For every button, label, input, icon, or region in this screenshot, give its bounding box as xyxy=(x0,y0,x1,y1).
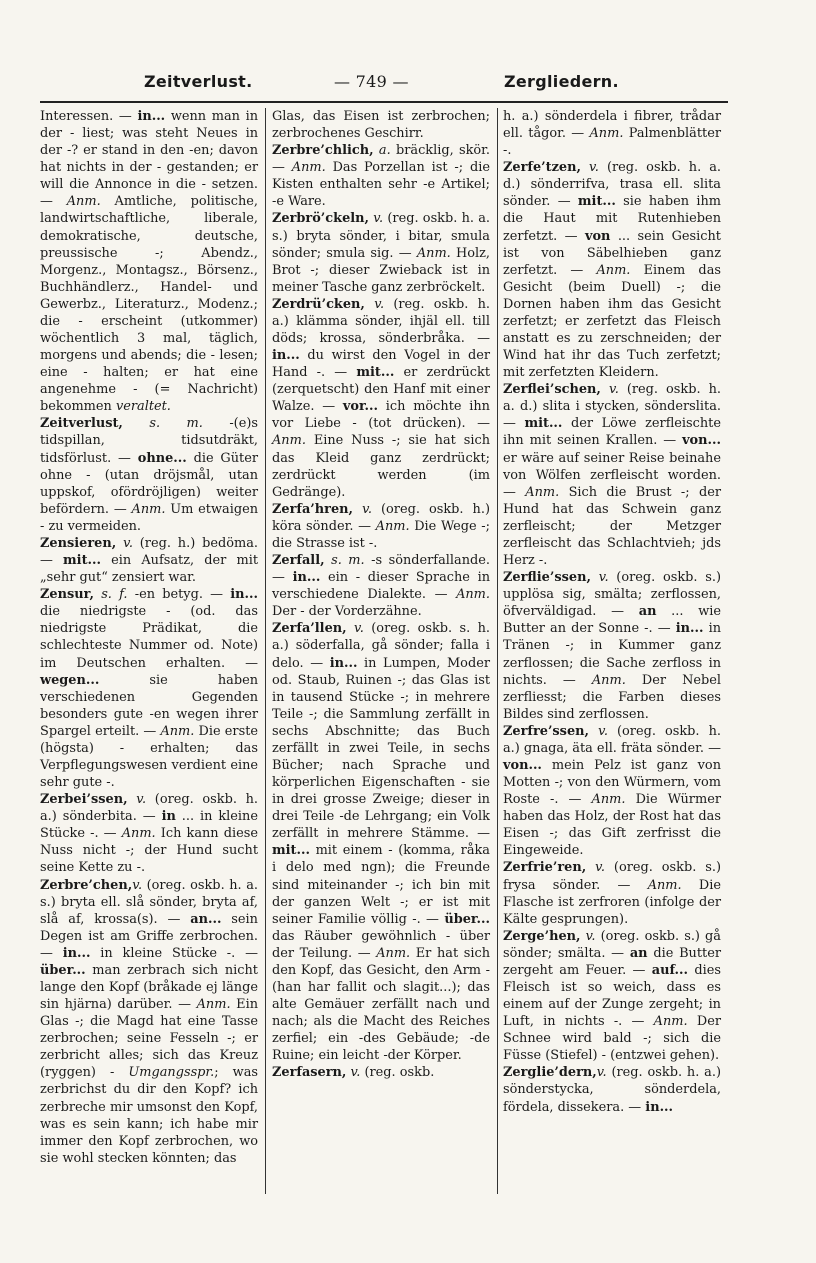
abbreviation: s. f. xyxy=(101,587,128,603)
headword: Zerflei’schen, xyxy=(503,382,601,398)
entry-text: Palmenblätter -. xyxy=(503,126,721,159)
entry-text: Die Wege -; die Strasse ist -. xyxy=(272,518,490,551)
headword: Zerfre’ssen, xyxy=(503,723,590,739)
column-divider xyxy=(497,108,498,1194)
example-marker: vor... xyxy=(342,399,379,415)
abbreviation: s. m. xyxy=(149,416,203,432)
entry-text: das Räuber gewöhnlich - über der Teilung. — xyxy=(272,928,490,961)
entry-text: ein Aufsatz, der mit „sehr gut“ zensiert war. xyxy=(40,553,258,586)
abbreviation: Anm. xyxy=(376,945,411,961)
abbreviation: Anm. xyxy=(589,126,624,142)
entry xyxy=(40,586,258,791)
entry xyxy=(40,108,258,415)
entry-text xyxy=(586,860,595,875)
abbreviation: v. xyxy=(136,792,147,808)
entry-text: Einem das Gesicht (beim Duell) -; die Dornen haben ihm das Gesicht zerfetzt; er zerfetzt das Fleisch anstatt es zu zerschneiden; der Wind hat ihr das Tuch zerfetzt; mit zerfetzten Kleidern. xyxy=(503,262,721,381)
entry-text: Holz, Brot -; dieser Zwieback ist in meiner Tasche ganz zerbröckelt. xyxy=(272,245,490,295)
entry-text: h. a.) sönderdela i fibrer, trådar ell. tågor. — xyxy=(503,109,721,142)
headword: Zerdrü’cken, xyxy=(272,296,365,312)
example-marker: an... xyxy=(190,911,222,927)
abbreviation: veraltet. xyxy=(115,399,171,415)
entry xyxy=(40,877,258,1167)
abbreviation: Anm. xyxy=(66,194,101,210)
entry xyxy=(503,723,721,860)
entry xyxy=(40,535,258,586)
entry-text: (oreg. oskb. h. a. s.) bryta ell. slå sönder, bryta af, slå af, krossa(s). — xyxy=(40,877,258,927)
abbreviation: Anm. xyxy=(272,433,306,449)
entry xyxy=(272,501,490,552)
example-marker: in... xyxy=(230,587,258,603)
abbreviation: Anm. xyxy=(653,1014,688,1030)
abbreviation: v. xyxy=(132,877,143,893)
abbreviation: Anm. xyxy=(375,518,410,534)
headword: Zerfa’hren, xyxy=(272,501,354,517)
abbreviation: v. xyxy=(589,160,599,176)
entry-text xyxy=(589,724,598,739)
example-marker: ohne... xyxy=(137,450,187,466)
abbreviation: v. xyxy=(362,501,372,517)
entry-text: Eine Nuss -; sie hat sich das Kleid ganz zerdrückt; zerdrückt werden (im Gedränge). xyxy=(272,433,490,500)
entry-text: mit einem - (komma, råka i delo med ngn); die Freunde sind miteinander -; ich bin mit der ganzen Welt -; er ist mit seiner Familie völlig -. — xyxy=(272,843,490,927)
entry-text: ich möchte ihn vor Liebe - (tot drücken). — xyxy=(272,399,490,432)
entry-text: Interessen. — xyxy=(40,109,138,124)
headword: Zensieren, xyxy=(40,535,117,551)
headword: Zeitverlust, xyxy=(40,416,123,432)
abbreviation: Anm. xyxy=(416,245,451,261)
entry-text: (reg. oskb. h. a. s.) bryta sönder, i bitar, smula sönder; smula sig. — xyxy=(272,211,490,261)
headword: Zensur, xyxy=(40,587,94,603)
entry-text: -en betyg. — xyxy=(127,587,231,603)
example-marker: auf... xyxy=(651,962,689,978)
entry-text: sie haben verschiedenen Gegenden besonders gute -en wegen ihrer Spargel erteilt. — xyxy=(40,672,258,739)
abbreviation: Anm. xyxy=(131,501,166,517)
entry-text: Ich kann diese Nuss nicht -; der Hund sucht seine Kette zu -. xyxy=(40,826,258,876)
entry-text: die niedrigste - (od. das niedrigste Prädikat, die schlechteste Nummer od. Note) im Deutschen erhalten. — xyxy=(40,604,258,671)
entry-text: (oreg. oskb. s.) upplösa sig, smälta; zerflossen, öfverväldigad. — xyxy=(503,570,721,620)
entry-text xyxy=(347,621,354,636)
abbreviation: v. xyxy=(598,570,609,586)
entry-text: bräcklig, skör. — xyxy=(272,143,490,176)
abbreviation: v. xyxy=(608,382,619,398)
abbreviation: v. xyxy=(596,1065,607,1081)
entry xyxy=(40,415,258,535)
running-head-left: Zeitverlust. xyxy=(144,72,253,91)
entry-text: ein - dieser Sprache in verschiedene Dialekte. — xyxy=(272,570,491,603)
entry-text: Um etwaigen - zu vermeiden. xyxy=(40,501,258,534)
entry-text: man zerbrach sich nicht lange den Kopf (bråkade ej länge sin hjärna) darüber. — xyxy=(40,962,258,1013)
example-marker: über... xyxy=(444,911,490,927)
entry-text: sie haben ihm die Haut mit Rutenhieben zerfetzt. — xyxy=(503,194,721,244)
example-marker: wegen... xyxy=(40,672,100,688)
headword: Zerbrö’ckeln, xyxy=(272,211,370,227)
entry-text: Das Porzellan ist -; die Kisten enthalten sehr -e Artikel; -e Ware. xyxy=(272,160,490,210)
entry-text xyxy=(123,416,149,431)
entry-text: er wäre auf seiner Reise beinahe von Wölfen zerfleischt worden. — xyxy=(503,450,721,500)
entry-text: Der Schnee wird bald -; sich die Füsse (Stiefel) - (entzwei gehen). xyxy=(503,1014,721,1064)
example-marker: von... xyxy=(503,757,542,773)
abbreviation: v. xyxy=(350,1065,361,1081)
entry-text: in Lumpen, Moder od. Staub, Ruinen -; das Glas ist in tausend Stücke -; in mehrere Teile -; die Sammlung zerfällt in sechs Abschnitte; das Buch zerfällt in zwei Teile, in sechs Bücher; nach Sprache und körperlichen Eigenschaften - sie in drei grosse Zweige; dieser in drei Teile -de Lehrgang; ein Volk zerfällt in mehrere Stämme. — xyxy=(272,655,490,842)
abbreviation: Anm. xyxy=(291,160,326,176)
entry-text: (reg. oskb. h. a.) klämma sönder, ihjäl ell. till döds; krossa, sönderbråka. — xyxy=(272,296,490,347)
entry-text xyxy=(128,792,137,807)
abbreviation: Anm. xyxy=(121,826,156,842)
headword: Zerbre’chlich, xyxy=(272,143,374,159)
abbreviation: v. xyxy=(354,621,364,637)
entry-text xyxy=(581,160,589,175)
abbreviation: v. xyxy=(595,860,605,876)
example-marker: in... xyxy=(329,655,358,671)
column-3 xyxy=(503,108,721,1116)
entry xyxy=(272,296,490,501)
entry-text: Sich die Brust -; der Hund hat das Schwein ganz zerfleischt; der Metzger zerfleischt das Schlachtvieh; jds Herz -. xyxy=(503,484,721,569)
entry-text: (reg. oskb. h. a. d.) slita i stycken, sönderslita. — xyxy=(503,382,721,432)
example-marker: mit... xyxy=(63,553,102,569)
abbreviation: v. xyxy=(585,928,596,944)
entry-text: (reg. h.) bedöma. — xyxy=(40,535,258,569)
entry-text: Die Flasche ist zerfroren (infolge der Kälte gesprungen). xyxy=(503,877,722,927)
entry-text xyxy=(591,570,599,585)
entry-text: (oreg. oskb. h. a.) gnaga, äta ell. fräta sönder. — xyxy=(503,723,721,756)
abbreviation: Anm. xyxy=(596,262,631,278)
headword: Zerflie’ssen, xyxy=(503,570,591,586)
entry-text: wenn man in der - liest; was steht Neues in der -? er stand in den -en; davon hat nichts in der - gestanden; er will die Annonce in die - setzen. — xyxy=(40,109,258,210)
abbreviation: Anm. xyxy=(196,997,231,1013)
page-number: — 749 — xyxy=(334,72,409,91)
entry-text: ; was zerbrichst du dir den Kopf? ich zerbreche mir umsonst den Kopf, was es sein kann; ich habe mir immer den Kopf zerbrochen, wo sie wohl stecken könnten; das xyxy=(40,1065,258,1166)
entry xyxy=(40,791,258,876)
entry-text: ... in kleine Stücke -. — xyxy=(40,809,258,842)
headword: Zerbre’chen, xyxy=(40,877,133,893)
abbreviation: Umgangsspr. xyxy=(128,1065,215,1081)
entry-text xyxy=(601,382,609,397)
example-marker: von xyxy=(584,228,611,244)
entry-text: ... wie Butter an der Sonne -. — xyxy=(503,604,721,637)
entry-text: Der - der Vorderzähne. xyxy=(272,604,422,620)
abbreviation: v. xyxy=(123,535,133,551)
example-marker: an xyxy=(629,945,648,961)
entry-text: die Güter ohne - (utan dröjsmål, utan uppskof, ofördröjligen) weiter befördern. — xyxy=(40,450,258,517)
header-rule xyxy=(40,101,728,103)
example-marker: in... xyxy=(675,621,704,637)
example-marker: mit... xyxy=(577,194,616,210)
page-header xyxy=(44,72,724,98)
example-marker: in... xyxy=(137,109,166,124)
entry-text xyxy=(353,502,362,517)
headword: Zerfrie’ren, xyxy=(503,860,587,876)
entry-text: -(e)s tidspillan, tidsutdräkt, tidsförlust. — xyxy=(40,416,258,466)
entry xyxy=(272,142,490,210)
entry-text: Ein Glas -; die Magd hat eine Tasse zerbrochen; seine Fesseln -; er zerbricht alles; sich das Kreuz (ryggen) - xyxy=(40,997,258,1081)
example-marker: an xyxy=(638,604,657,620)
entry-text: (oreg. oskb. h.) köra sönder. — xyxy=(272,501,490,534)
entry-text: (oreg. oskb. s. h. a.) söderfalla, gå sönder; falla i delo. — xyxy=(272,621,490,671)
abbreviation: Anm. xyxy=(525,484,560,500)
abbreviation: s. m. xyxy=(331,553,365,569)
entry-text: Die erste (högsta) - erhalten; das Verpflegungswesen verdient eine sehr gute -. xyxy=(40,723,258,791)
entry xyxy=(272,620,490,1064)
entry-text: die Butter zergeht am Feuer. — xyxy=(503,945,721,978)
headword: Zerfall, xyxy=(272,553,325,569)
example-marker: in... xyxy=(272,348,300,364)
headword: Zerglie’dern, xyxy=(503,1065,597,1081)
entry-text: (oreg. oskb. s.) frysa sönder. — xyxy=(503,860,721,893)
headword: Zerfa’llen, xyxy=(272,621,347,637)
headword: Zerfasern, xyxy=(272,1065,347,1081)
example-marker: in... xyxy=(292,570,321,586)
example-marker: von... xyxy=(682,433,721,449)
example-marker: in xyxy=(161,809,176,825)
entry-text: Glas, das Eisen ist zerbrochen; zerbrochenes Geschirr. xyxy=(272,109,490,142)
entry xyxy=(272,552,490,620)
entry-text: Die Würmer haben das Holz, der Rost hat das Eisen -; das Gift zerfrisst die Eingeweide. xyxy=(503,792,721,859)
example-marker: mit... xyxy=(356,365,395,381)
entry-text: Der Nebel zerfliesst; die Farben dieses Bildes sind zerflossen. xyxy=(503,672,721,722)
entry-text: (oreg. oskb. h. a.) sönderbita. — xyxy=(40,792,258,825)
headword: Zerge’hen, xyxy=(503,928,581,944)
entry-text: du wirst den Vogel in der Hand -. — xyxy=(272,348,490,381)
entry xyxy=(503,1064,721,1115)
entry xyxy=(503,381,721,569)
example-marker: über... xyxy=(40,962,86,978)
example-marker: mit... xyxy=(524,416,563,432)
entry-text: er zerdrückt (zerquetscht) den Hanf mit einer Walze. — xyxy=(272,365,491,415)
entry-text: (reg. oskb. h. a.) sönderstycka, sönderdela, fördela, dissekera. — xyxy=(503,1065,721,1115)
entry-text: sein Degen ist am Griffe zerbrochen. — xyxy=(40,911,258,961)
headword: Zerbei’ssen, xyxy=(40,792,128,808)
column-divider xyxy=(265,108,266,1194)
abbreviation: v. xyxy=(598,723,608,739)
headword: Zerfe’tzen, xyxy=(503,160,581,176)
entry xyxy=(272,210,490,295)
abbreviation: Anm. xyxy=(456,587,490,603)
entry-text: (oreg. oskb. s.) gå sönder; smälta. — xyxy=(503,928,721,961)
entry-text: dies Fleisch ist so weich, dass es einem auf der Zunge zergeht; in Luft, in nichts -. — xyxy=(503,962,721,1030)
entry-text: in kleine Stücke -. — xyxy=(90,945,258,961)
entry-text: der Löwe zerfleischte ihn mit seinen Krallen. — xyxy=(503,416,721,449)
entry-text: mein Pelz ist ganz von Motten -; von den Würmern, vom Roste -. — xyxy=(503,757,721,808)
entry-text: Amtliche, politische, landwirtschaftliche, liberale, demokratische, deutsche, preussische -; Abendz., Morgenz., Montagsz., Börsenz., Buchhändlerz., Handel- und Gewerbz., Literaturz., Modenz.; die - erscheint (utkommer) wöchentlich 3 mal, täglich, morgens und abends; die - lesen; eine - halten; er hat eine angenehme - (= Nachricht) bekommen xyxy=(40,194,258,415)
entry xyxy=(503,859,721,927)
column-2 xyxy=(272,108,490,1081)
entry-text xyxy=(365,297,374,312)
entry-text: ... sein Gesicht ist von Säbelhieben ganz zerfetzt. — xyxy=(503,228,721,278)
abbreviation: v. xyxy=(374,296,385,312)
entry-text: in Tränen -; in Kummer ganz zerflossen; die Sache zerfloss in nichts. — xyxy=(503,621,721,688)
example-marker: in... xyxy=(62,945,91,961)
entry xyxy=(272,108,490,142)
abbreviation: a. xyxy=(378,143,391,159)
entry xyxy=(503,928,721,1065)
running-head-right: Zergliedern. xyxy=(504,72,619,91)
example-marker: in... xyxy=(645,1099,674,1115)
abbreviation: Anm. xyxy=(591,792,626,808)
entry xyxy=(503,569,721,723)
abbreviation: Anm. xyxy=(647,877,682,893)
abbreviation: Anm. xyxy=(591,672,626,688)
entry xyxy=(272,1064,490,1081)
entry-text: (reg. oskb. xyxy=(360,1065,435,1081)
abbreviation: Anm. xyxy=(160,723,195,739)
column-1 xyxy=(40,108,258,1167)
entry xyxy=(503,108,721,159)
entry xyxy=(503,159,721,381)
example-marker: mit... xyxy=(272,843,310,859)
entry-text: (reg. oskb. h. a. d.) sönderrifva, trasa ell. slita sönder. — xyxy=(503,160,721,210)
abbreviation: v. xyxy=(373,211,384,227)
entry-text: -s sönderfallande. — xyxy=(272,553,490,586)
entry-text: Er hat sich den Kopf, das Gesicht, den Arm - (han har fallit och slagit...); das alte Gemäuer zerfällt nach und nach; als die Macht des Reiches zerfiel; ein -des Gebäude; -de Ruine; ein leicht -der Körper. xyxy=(272,945,491,1064)
